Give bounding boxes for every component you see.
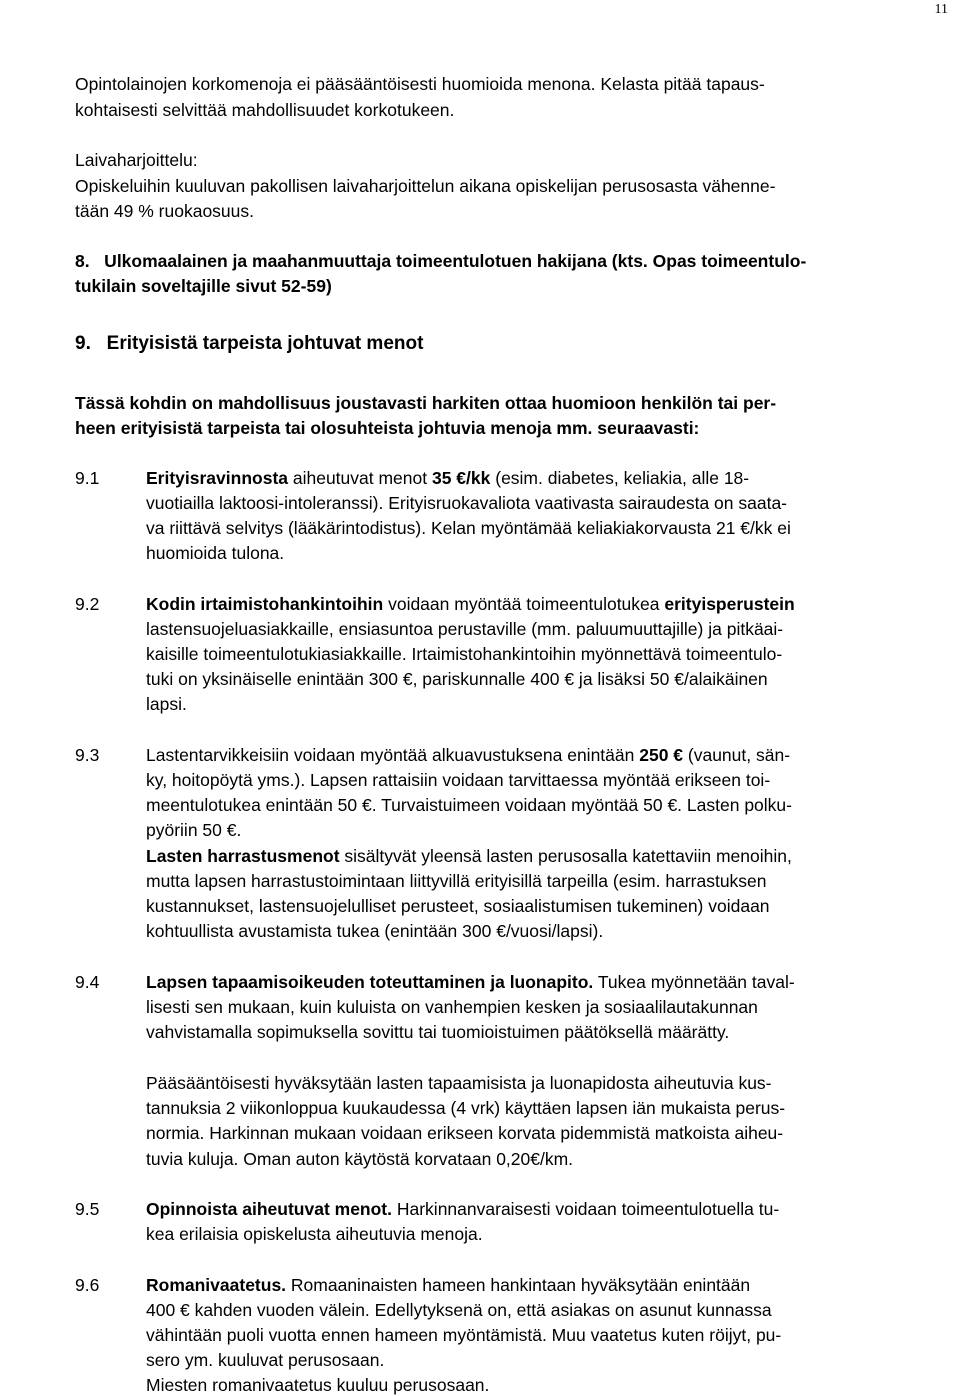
item-9-6-term: Romanivaatetus. (146, 1275, 287, 1295)
section-8-heading: 8. Ulkomaalainen ja maahanmuuttaja toimeentulotuen hakijana (kts. Opas toimeentulo- (75, 251, 807, 271)
item-9-3-text: sisältyvät yleensä lasten perusosalla katettaviin menoihin, (339, 846, 792, 866)
item-9-3-line: ky, hoitopöytä yms.). Lapsen rattaisiin voidaan tarvittaessa myöntää erikseen toi- (146, 770, 771, 790)
item-9-5-text: Harkinnanvaraisesti voidaan toimeentulotuella tu- (392, 1199, 780, 1219)
item-9-2-term: Kodin irtaimistohankintoihin (146, 594, 384, 614)
item-9-2-emphasis: erityisperustein (664, 594, 795, 614)
item-9-3-term: Lasten harrastusmenot (146, 846, 340, 866)
item-number: 9.1 (75, 468, 100, 488)
item-9-4-term: Lapsen tapaamisoikeuden toteuttaminen ja luonapito. (146, 972, 594, 992)
item-9-3-line: mutta lapsen harrastustoimintaan liittyvillä erityisillä tarpeilla (esim. harrastuksen (146, 871, 767, 891)
section-9-intro: heen erityisistä tarpeista tai olosuhteista johtuvia menoja mm. seuraavasti: (75, 418, 700, 438)
item-9-2-line: kaisille toimeentulotukiasiakkaille. Irtaimistohankintoihin myönnettävä toimeentulo- (146, 644, 783, 664)
item-9-1-text: aiheutuvat menot (288, 468, 432, 488)
item-9-2-line: tuki on yksinäiselle enintään 300 €, pariskunnalle 400 € ja lisäksi 50 €/alaikäinen (146, 669, 768, 689)
laivaharjoittelu-line: tään 49 % ruokaosuus. (75, 201, 255, 221)
item-9-1-line: vuotiailla laktoosi-intoleranssi). Erityisruokavaliota vaativasta sairaudesta on saata- (146, 493, 788, 513)
item-9-3-line: kohtuullista avustamista tukea (enintään 300 €/vuosi/lapsi). (146, 921, 604, 941)
item-number: 9.5 (75, 1199, 100, 1219)
item-9-4-text: Tukea myönnetään taval- (593, 972, 795, 992)
item-9-3-line (146, 846, 792, 866)
item-9-6-line (146, 1275, 750, 1295)
item-9-4-paragraph: Pääsääntöisesti hyväksytään lasten tapaamisista ja luonapidosta aiheutuvia kus- (146, 1073, 772, 1093)
item-9-3-line: kustannukset, lastensuojelulliset perusteet, sosiaalistumisen tukeminen) voidaan (146, 896, 770, 916)
item-9-1-amount: 35 €/kk (431, 468, 491, 488)
item-9-1-line (146, 468, 749, 488)
item-9-2-line (146, 594, 795, 614)
section-9-heading: 9. Erityisistä tarpeista johtuvat menot (75, 333, 424, 354)
section-8-heading-cont: tukilain soveltajille sivut 52-59) (75, 276, 332, 296)
item-9-5-line: kea erilaisia opiskelusta aiheutuvia menoja. (146, 1224, 483, 1244)
item-9-2-line: lapsi. (146, 694, 187, 714)
item-9-5-term: Opinnoista aiheutuvat menot. (146, 1199, 392, 1219)
item-9-3-text: (vaunut, sän- (683, 745, 791, 765)
item-9-4-paragraph: normia. Harkinnan mukaan voidaan erikseen korvata pidemmistä matkoista aiheu- (146, 1123, 784, 1143)
item-number: 9.4 (75, 972, 100, 992)
item-9-3-line: pyöriin 50 €. (146, 820, 242, 840)
item-9-4-paragraph: tuvia kuluja. Oman auton käytöstä korvataan 0,20€/km. (146, 1149, 574, 1169)
item-9-3-text: Lastentarvikkeisiin voidaan myöntää alkuavustuksena enintään (146, 745, 640, 765)
item-9-1-term: Erityisravinnosta (146, 468, 288, 488)
item-9-3-line: meentulotukea enintään 50 €. Turvaistuimeen voidaan myöntää 50 €. Lasten polku- (146, 795, 792, 815)
item-9-4-line (146, 972, 795, 992)
item-9-2-text: voidaan myöntää toimeentulotukea (383, 594, 665, 614)
intro-line: Opintolainojen korkomenoja ei pääsääntöisesti huomioida menona. Kelasta pitää tapaus- (75, 74, 765, 94)
item-9-4-paragraph: tannuksia 2 viikonloppua kuukaudessa (4 vrk) käyttäen lapsen iän mukaista perus- (146, 1098, 786, 1118)
laivaharjoittelu-line: Opiskeluihin kuuluvan pakollisen laivaharjoittelun aikana opiskelijan perusosasta vähenne- (75, 176, 776, 196)
item-9-1-text: (esim. diabetes, keliakia, alle 18- (490, 468, 750, 488)
item-9-5-line (146, 1199, 779, 1219)
item-9-6-text: Romaaninaisten hameen hankintaan hyväksytään enintään (286, 1275, 751, 1295)
item-9-4-line: vahvistamalla sopimuksella sovittu tai tuomioistuimen päätöksellä määrätty. (146, 1022, 730, 1042)
laivaharjoittelu-heading: Laivaharjoittelu: (75, 150, 198, 170)
item-9-6-line: vähintään puoli vuotta ennen hameen myöntämistä. Muu vaatetus kuten röijyt, pu- (146, 1325, 782, 1345)
item-9-6-line: sero ym. kuuluvat perusosaan. (146, 1350, 385, 1370)
item-9-2-line: lastensuojeluasiakkaille, ensiasuntoa perustaville (mm. paluumuuttajille) ja pitkäai- (146, 619, 784, 639)
item-9-3-line (146, 745, 790, 765)
item-9-1-line: va riittävä selvitys (lääkärintodistus). Kelan myöntämää keliakiakorvausta 21 €/kk ei (146, 518, 791, 538)
item-number: 9.2 (75, 594, 100, 614)
item-number: 9.6 (75, 1275, 100, 1295)
page-number: 11 (934, 2, 948, 17)
item-number: 9.3 (75, 745, 100, 765)
item-9-6-line: Miesten romanivaatetus kuuluu perusosaan. (146, 1375, 490, 1395)
item-9-3-amount: 250 € (639, 745, 684, 765)
item-9-4-line: lisesti sen mukaan, kuin kuluista on vanhempien kesken ja sosiaalilautakunnan (146, 997, 758, 1017)
section-9-intro: Tässä kohdin on mahdollisuus joustavasti harkiten ottaa huomioon henkilön tai per- (75, 393, 777, 413)
item-9-1-line: huomioida tulona. (146, 543, 285, 563)
intro-line: kohtaisesti selvittää mahdollisuudet korkotukeen. (75, 100, 455, 120)
item-9-6-line: 400 € kahden vuoden välein. Edellytyksenä on, että asiakas on asunut kunnassa (146, 1300, 772, 1320)
